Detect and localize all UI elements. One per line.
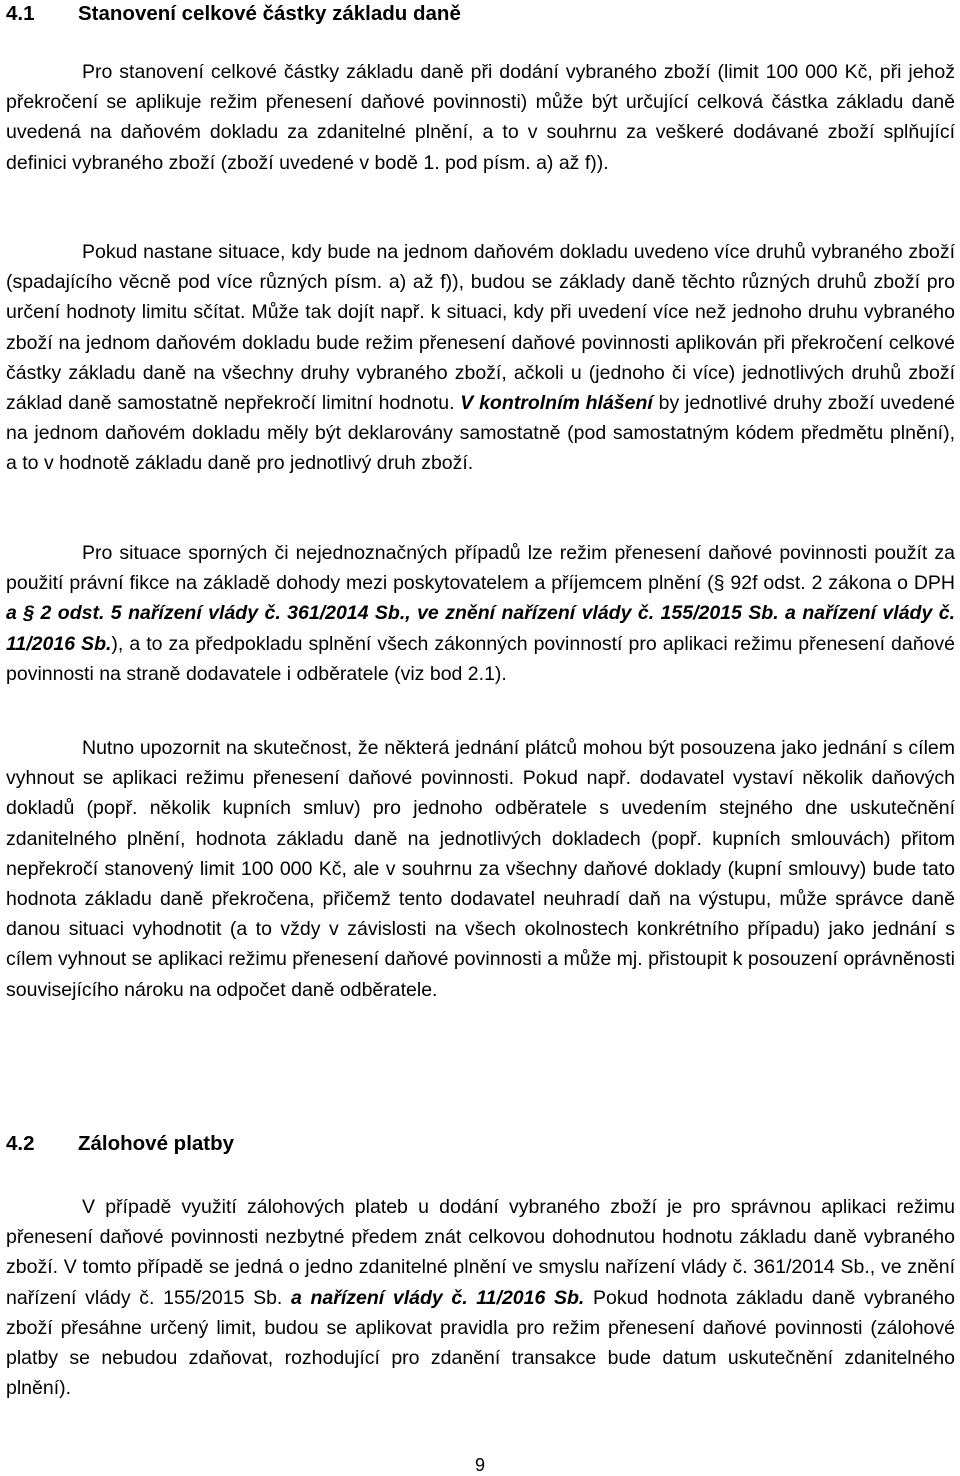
section-title: Zálohové platby <box>78 1132 235 1155</box>
paragraph-text-part-2: Pokud hodnota základu daně vybraného zboží přesáhne určený limit, budou se aplikovat pravidla pro režim přenesení daňové povinnosti (zálohové platby se nebudou zdaňovat, rozhodující pro zdanění transakce bude datum uskutečnění zdanitelného plnění). <box>6 1286 956 1400</box>
paragraph-advance-payments <box>6 1192 955 1403</box>
paragraph-legal-fiction <box>6 538 955 689</box>
paragraph-text-part-1: Pro situace sporných či nejednoznačných případů lze režim přenesení daňové povinnosti použít za použití právní fikce na základě dohody mezi poskytovatelem a příjemcem plnění (§ 92f odst. 2 zákona o DPH <box>6 542 955 595</box>
paragraph-limit-definition <box>6 57 955 178</box>
paragraph-avoidance-warning <box>6 733 955 1005</box>
page-number: 9 <box>474 1455 485 1475</box>
paragraph-text-part-1: Pokud nastane situace, kdy bude na jednom daňovém dokladu uvedeno více druhů vybraného zboží (spadajícího věcně pod více různých písm. a) až f)), budou se základy daně těchto různých druhů zboží pro určení hodnoty limitu sčítat. Může tak dojít např. k situaci, kdy při uvedení více než jednoho druhu vybraného zboží na jednom daňovém dokladu bude režim přenesení daňové povinnosti aplikován při překročení celkové částky základu daně na všechny druhy vybraného zboží, ačkoli u (jednoho či více) jednotlivých druhů zboží základ daně samostatně nepřekročí limitní hodnotu. <box>6 241 955 415</box>
paragraph-multiple-goods <box>6 237 955 479</box>
paragraph-text: Nutno upozornit na skutečnost, že některá jednání plátců mohou být posouzena jako jednání s cílem vyhnout se aplikaci režimu přenesení daňové povinnosti. Pokud např. dodavatel vystaví několik daňových dokladů (popř. několik kupních smluv) pro jednoho odběratele s uvedením stejného dne uskutečnění zdanitelného plnění, hodnota základu daně na jednotlivých dokladech (popř. kupních smlouvách) přitom nepřekročí stanovený limit 100 000 Kč, ale v souhrnu za všechny daňové doklady (kupní smlouvy) bude tato hodnota základu daně překročena, přičemž tento dodavatel neuhradí daň na výstupu, může správce daně danou situaci vyhodnotit (a to vždy v závislosti na všech okolnostech konkrétního případu) jako jednání s cílem vyhnout se aplikaci režimu přenesení daňové povinnosti a může mj. přistoupit k posouzení oprávněnosti souvisejícího nároku na odpočet daně odběratele. <box>6 737 955 1001</box>
paragraph-text-part-2: ), a to za předpokladu splnění všech zákonných povinností pro aplikaci režimu přenesení daňové povinnosti na straně dodavatele i odběratele (viz bod 2.1). <box>6 632 956 685</box>
emphasis-regulation-reference: a nařízení vlády č. 11/2016 Sb. <box>291 1286 585 1309</box>
emphasis-kontrolni-hlaseni: V kontrolním hlášení <box>460 392 653 415</box>
paragraph-text-part-2: by jednotlivé druhy zboží uvedené na jednom daňovém dokladu měly být deklarovány samostatně (pod samostatným kódem předmětu plnění), a to v hodnotě základu daně pro jednotlivý druh zboží. <box>6 392 955 475</box>
section-title: Stanovení celkové částky základu daně <box>78 2 461 25</box>
paragraph-text-part-1: V případě využití zálohových plateb u dodání vybraného zboží je pro správnou aplikaci režimu přenesení daňové povinnosti nezbytné předem znát celkovou dohodnutou hodnotu základu daně vybraného zboží. V tomto případě se jedná o jedno zdanitelné plnění ve smyslu nařízení vlády č. 361/2014 Sb., ve znění nařízení vlády č. 155/2015 Sb. <box>6 1196 955 1309</box>
paragraph-text: Pro stanovení celkové částky základu daně při dodání vybraného zboží (limit 100 000 Kč, při jehož překročení se aplikuje režim přenesení daňové povinnosti) může být určující celková částka základu daně uvedená na daňovém dokladu za zdanitelné plnění, a to v souhrnu za veškeré dodávané zboží splňující definici vybraného zboží (zboží uvedené v bodě 1. pod písm. a) až f)). <box>6 61 955 174</box>
emphasis-regulation-reference: a § 2 odst. 5 nařízení vlády č. 361/2014 Sb., ve znění nařízení vlády č. 155/2015 Sb. a nařízení vlády č. 11/2016 Sb. <box>6 602 955 655</box>
section-number: 4.2 <box>6 1132 35 1155</box>
section-number: 4.1 <box>6 2 35 25</box>
section-heading-4-1 <box>6 1 461 27</box>
section-heading-4-2 <box>6 1131 234 1157</box>
